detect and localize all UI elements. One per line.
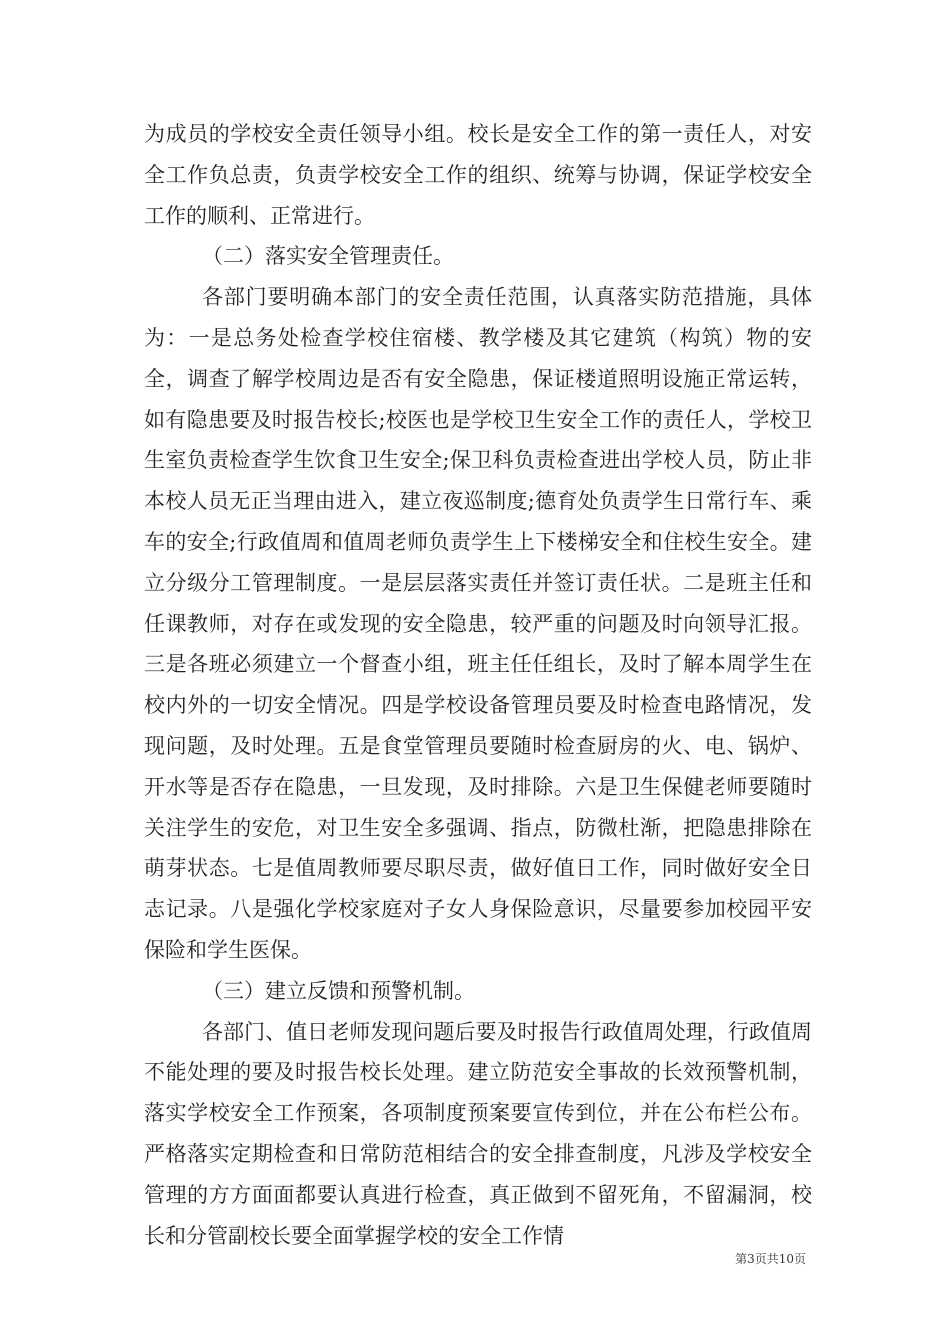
paragraph-continuation: 为成员的学校安全责任领导小组。校长是安全工作的第一责任人，对安全工作负总责，负责学校安全工作的组织、统筹与协调，保证学校安全工作的顺利、正常进行。 bbox=[144, 122, 812, 228]
paragraph-responsibilities: 各部门要明确本部门的安全责任范围，认真落实防范措施，具体为：一是总务处检查学校住宿楼、教学楼及其它建筑（构筑）物的安全，调查了解学校周边是否有安全隐患，保证楼道照明设施正常运转，如有隐患要及时报告校长;校医也是学校卫生安全工作的责任人，学校卫生室负责检查学生饮食卫生安全;保卫科负责检查进出学校人员，防止非本校人员无正当理由进入，建立夜巡制度;德育处负责学生日常行车、乘车的安全;行政值周和值周老师负责学生上下楼梯安全和住校生安全。建立分级分工管理制度。一是层层落实责任并签订责任状。二是班主任和任课教师，对存在或发现的安全隐患，较严重的问题及时向领导汇报。三是各班必须建立一个督查小组，班主任任组长，及时了解本周学生在校内外的一切安全情况。四是学校设备管理员要及时检查电路情况，发现问题，及时处理。五是食堂管理员要随时检查厨房的火、电、锅炉、开水等是否存在隐患，一旦发现，及时排除。六是卫生保健老师要随时关注学生的安危，对卫生安全多强调、指点，防微杜渐，把隐患排除在萌芽状态。七是值周教师要尽职尽责，做好值日工作，同时做好安全日志记录。八是强化学校家庭对子女人身保险意识，尽量要参加校园平安保险和学生医保。 bbox=[144, 285, 812, 962]
paragraph-feedback-warning: 各部门、值日老师发现问题后要及时报告行政值周处理，行政值周不能处理的要及时报告校长处理。建立防范安全事故的长效预警机制，落实学校安全工作预案，各项制度预案要宣传到位，并在公布栏公布。严格落实定期检查和日常防范相结合的安全排查制度，凡涉及学校安全管理的方方面面都要认真进行检查，真正做到不留死角，不留漏洞，校长和分管副校长要全面掌握学校的安全工作情 bbox=[144, 1019, 812, 1248]
document-body bbox=[144, 114, 812, 1256]
section-heading-3: （三）建立反馈和预警机制。 bbox=[202, 978, 475, 1003]
page-number-footer: 第3页共10页 bbox=[735, 1252, 806, 1266]
section-heading-2: （二）落实安全管理责任。 bbox=[202, 244, 454, 269]
